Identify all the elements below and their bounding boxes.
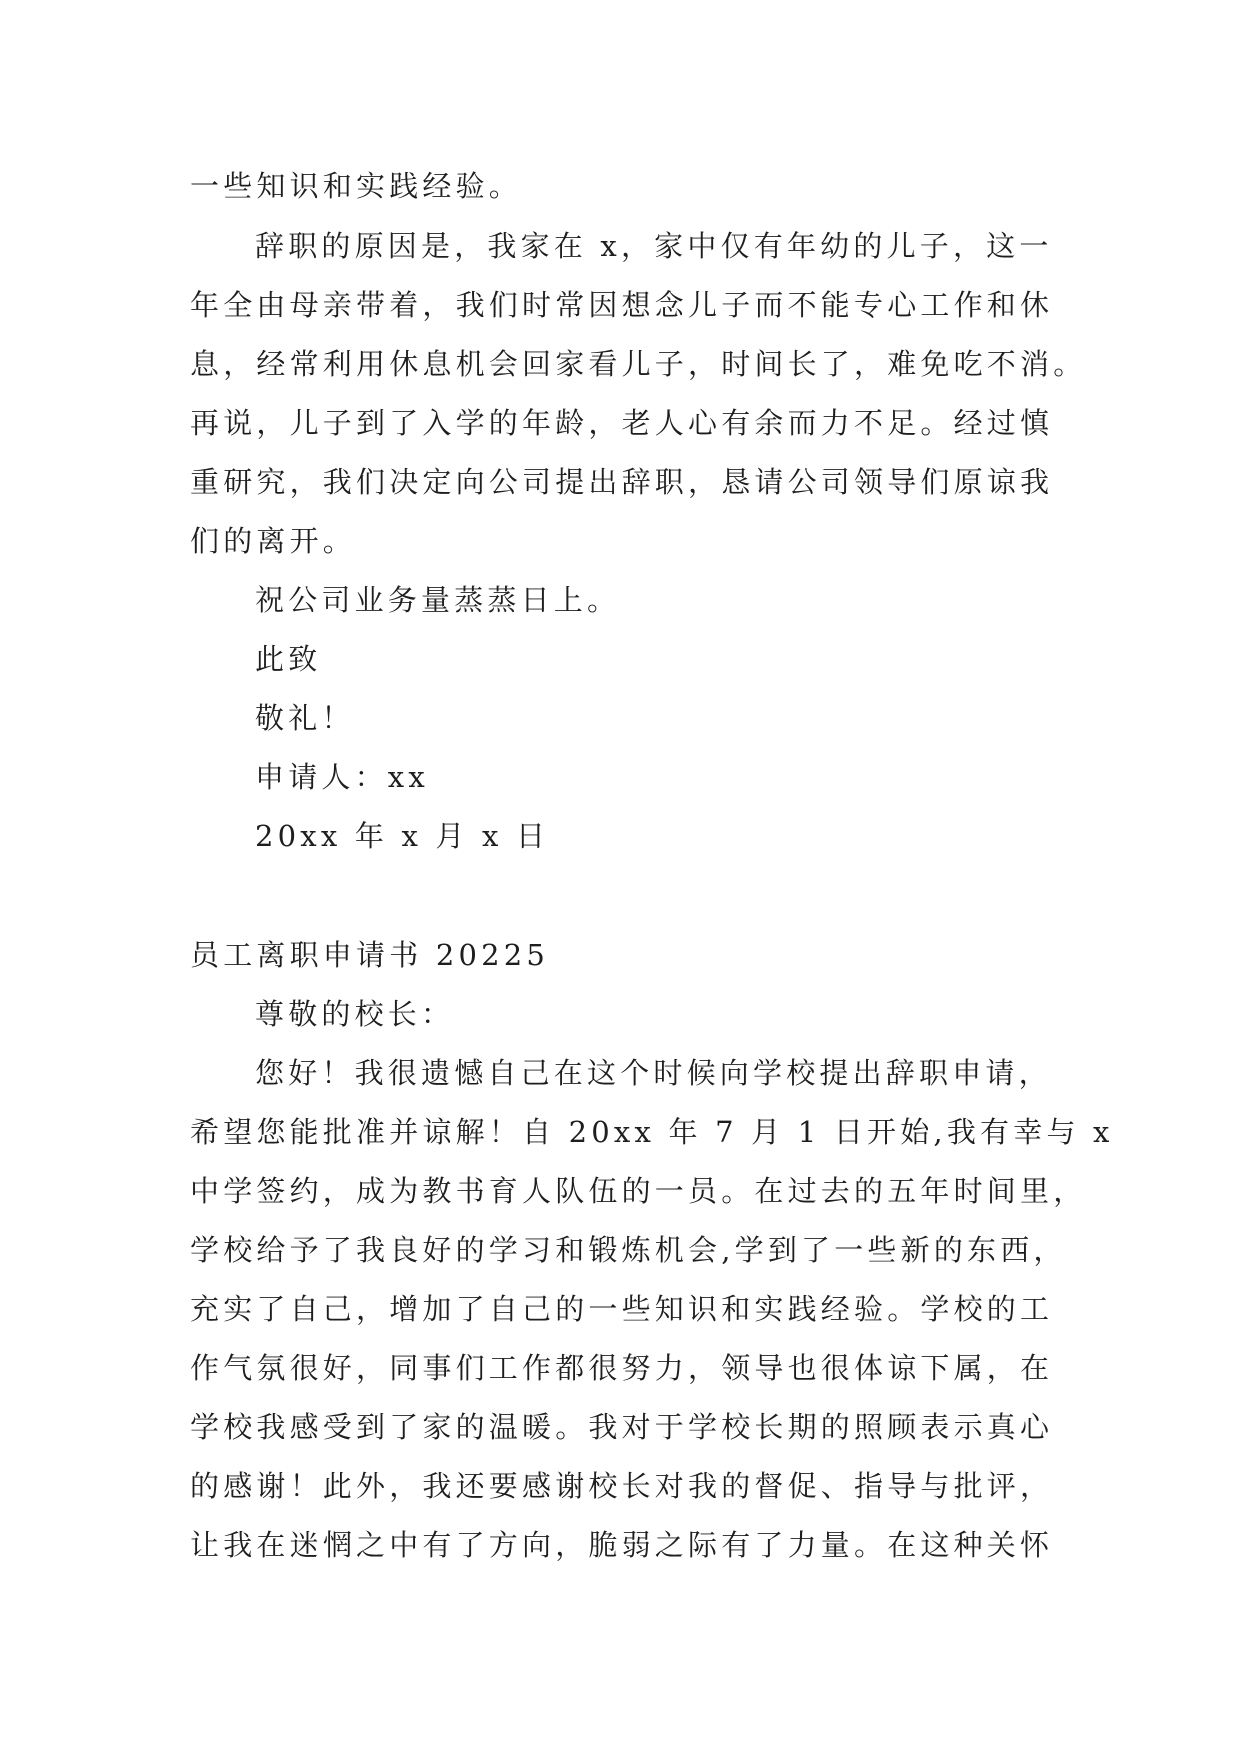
body-text-line: 的感谢！此外，我还要感谢校长对我的督促、指导与批评， bbox=[190, 1469, 1054, 1503]
letter-date: 20xx 年 x 月 x 日 bbox=[255, 819, 550, 853]
body-text-line: 让我在迷惘之中有了方向，脆弱之际有了力量。在这种关怀 bbox=[190, 1528, 1054, 1562]
body-text-line: 学校给予了我良好的学习和锻炼机会,学到了一些新的东西， bbox=[190, 1233, 1067, 1267]
body-text-line: 息，经常利用休息机会回家看儿子，时间长了，难免吃不消。 bbox=[190, 347, 1087, 381]
body-text-line: 再说，儿子到了入学的年龄，老人心有余而力不足。经过慎 bbox=[190, 406, 1054, 440]
body-text-line: 中学签约，成为教书育人队伍的一员。在过去的五年时间里， bbox=[190, 1174, 1087, 1208]
body-text-line: 学校我感受到了家的温暖。我对于学校长期的照顾表示真心 bbox=[190, 1410, 1054, 1444]
body-text-line: 重研究，我们决定向公司提出辞职，恳请公司领导们原谅我 bbox=[190, 465, 1054, 499]
letter-greeting: 尊敬的校长： bbox=[255, 997, 455, 1031]
body-text-line: 希望您能批准并谅解！自 20xx 年 7 月 1 日开始,我有幸与 x bbox=[190, 1115, 1114, 1149]
body-text-line: 年全由母亲带着，我们时常因想念儿子而不能专心工作和休 bbox=[190, 288, 1054, 322]
closing-regards: 敬礼！ bbox=[255, 701, 355, 735]
closing-wish: 祝公司业务量蒸蒸日上。 bbox=[255, 583, 621, 617]
section-title: 员工离职申请书 20225 bbox=[190, 938, 550, 972]
body-text-line: 们的离开。 bbox=[190, 524, 357, 558]
applicant-signature: 申请人：xx bbox=[255, 760, 429, 794]
body-text-line: 辞职的原因是，我家在 x，家中仅有年幼的儿子，这一 bbox=[255, 229, 1053, 263]
body-text-line: 充实了自己，增加了自己的一些知识和实践经验。学校的工 bbox=[190, 1292, 1054, 1326]
closing-salutation: 此致 bbox=[255, 642, 322, 676]
body-text-line: 您好！我很遗憾自己在这个时候向学校提出辞职申请， bbox=[255, 1056, 1052, 1090]
body-text-line: 一些知识和实践经验。 bbox=[190, 169, 523, 203]
body-text-line: 作气氛很好，同事们工作都很努力，领导也很体谅下属，在 bbox=[190, 1351, 1054, 1385]
